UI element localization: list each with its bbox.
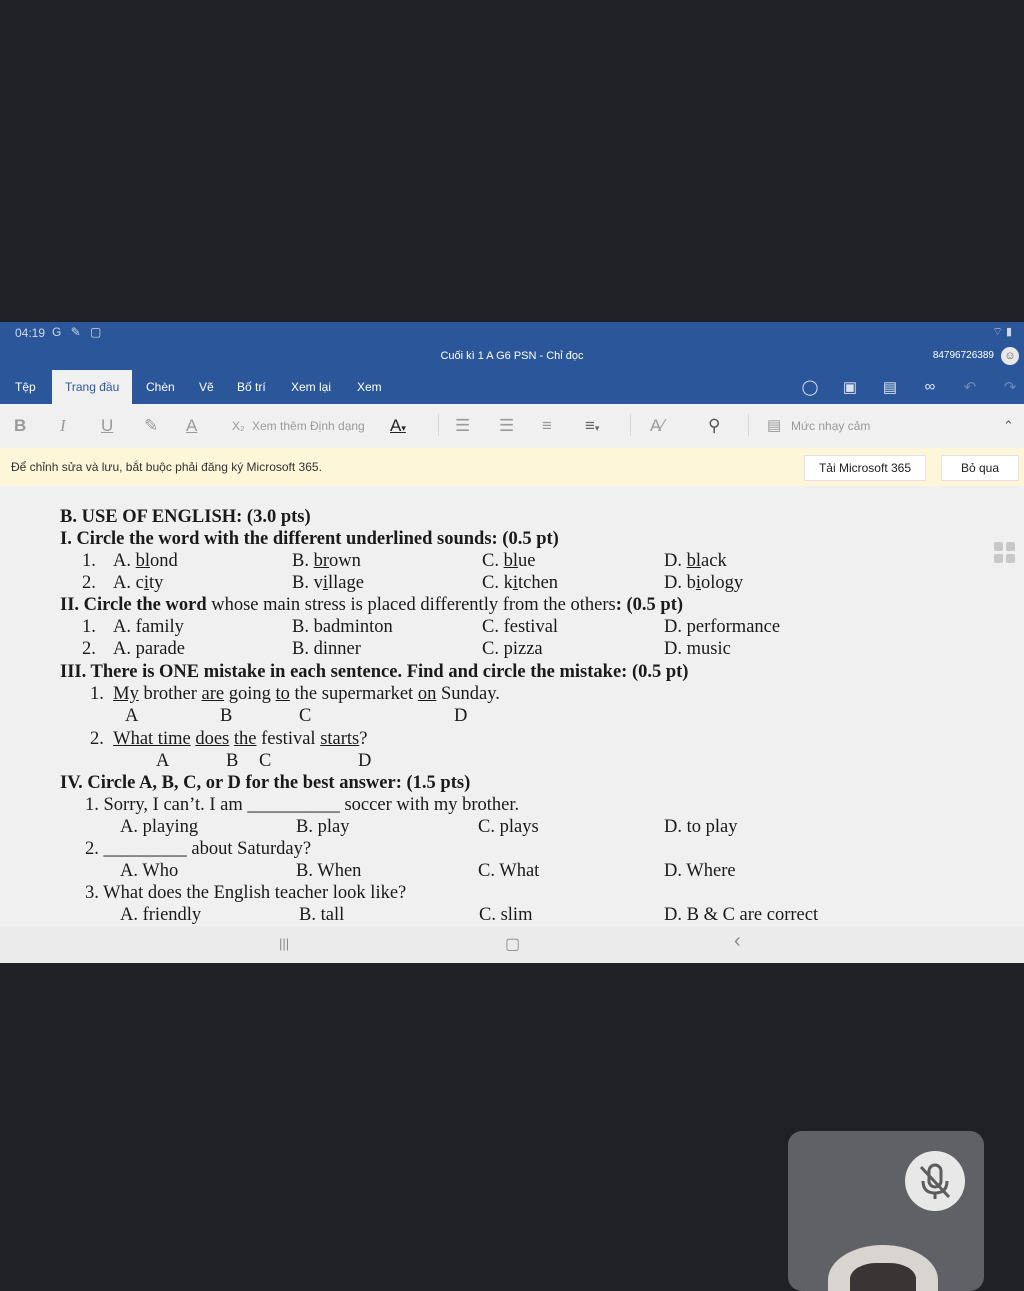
lightbulb-icon[interactable]: ◯ xyxy=(801,379,819,396)
divider xyxy=(438,414,439,436)
choice-letter: D xyxy=(358,751,372,771)
search-icon[interactable]: ⚲ xyxy=(708,416,721,435)
question-stem: 1. Sorry, I can’t. I am __________ soccer with my brother. xyxy=(85,795,520,815)
collapse-ribbon-icon[interactable]: ⌃ xyxy=(1003,418,1014,433)
option-d: D. biology xyxy=(664,573,744,593)
option-d: D. black xyxy=(664,551,727,571)
option-b: B. badminton xyxy=(292,617,393,637)
styles-icon[interactable]: A∕ xyxy=(650,416,665,435)
format-toolbar xyxy=(0,404,1024,449)
ribbon-tabs xyxy=(0,370,1024,404)
option-c: C. plays xyxy=(478,817,539,837)
option-a: A. blond xyxy=(113,551,178,571)
status-icons: G ✎ ▢ xyxy=(52,325,105,339)
question-stem: 3. What does the English teacher look like? xyxy=(85,883,407,903)
more-format-button[interactable]: Xem thêm Định dạng xyxy=(252,419,365,433)
bold-icon[interactable]: B xyxy=(14,416,27,435)
mic-off-icon xyxy=(905,1151,965,1211)
subscript-icon[interactable]: X₂ xyxy=(232,419,245,433)
option-b: B. tall xyxy=(299,905,345,925)
reading-mode-icon[interactable]: ▤ xyxy=(882,379,898,396)
choice-letter: A xyxy=(125,706,139,726)
notice-message: Để chỉnh sửa và lưu, bắt buộc phải đăng ký Microsoft 365. xyxy=(11,460,322,474)
option-b: B. play xyxy=(296,817,350,837)
paragraph-icon[interactable]: ≡▾ xyxy=(585,416,600,435)
sentence: 2. What time does the festival starts? xyxy=(90,729,368,749)
account-number[interactable]: 84796726389 xyxy=(932,350,994,361)
text-color-dropdown-icon[interactable]: A▾ xyxy=(390,416,406,435)
question-heading: IV. Circle A, B, C, or D for the best answer: (1.5 pts) xyxy=(60,773,471,793)
choice-letter: B xyxy=(226,751,239,771)
tab-home[interactable]: Trang đầu xyxy=(52,370,132,404)
tab-insert[interactable]: Chèn xyxy=(146,380,175,394)
italic-icon[interactable]: I xyxy=(60,416,66,435)
divider xyxy=(630,414,631,436)
divider xyxy=(748,414,749,436)
video-call-thumbnail[interactable] xyxy=(788,1131,984,1291)
option-d: D. music xyxy=(664,639,731,659)
option-d: D. performance xyxy=(664,617,781,637)
save-icon[interactable]: ▣ xyxy=(842,379,858,396)
back-button[interactable]: ‹ xyxy=(734,930,741,952)
option-a: A. city xyxy=(113,573,164,593)
recent-apps-button[interactable]: ||| xyxy=(279,936,290,951)
tab-file[interactable]: Tệp xyxy=(15,380,36,394)
option-b: B. village xyxy=(292,573,364,593)
option-a: A. friendly xyxy=(120,905,202,925)
option-c: C. kitchen xyxy=(482,573,559,593)
item-number: 1. xyxy=(82,551,96,571)
redo-icon[interactable]: ↷ xyxy=(1003,379,1017,396)
tab-review[interactable]: Xem lại xyxy=(291,380,332,394)
question-heading: II. Circle the word whose main stress is placed differently from the others: (0.5 pt) xyxy=(60,595,684,615)
sensitivity-button[interactable]: Mức nhạy cảm xyxy=(791,419,871,433)
choice-letter: C xyxy=(259,751,272,771)
choice-letter: B xyxy=(220,706,233,726)
font-color-icon[interactable]: A xyxy=(186,416,198,435)
undo-icon[interactable]: ↶ xyxy=(963,379,977,396)
share-icon[interactable]: ∞ xyxy=(924,378,936,395)
mic-muted-button[interactable] xyxy=(905,1151,965,1211)
option-b: B. brown xyxy=(292,551,361,571)
align-icon[interactable]: ≡ xyxy=(542,416,552,435)
grid-view-icon[interactable] xyxy=(994,542,1016,564)
underline-icon[interactable]: U xyxy=(101,416,114,435)
option-c: C. What xyxy=(478,861,540,881)
option-c: C. slim xyxy=(479,905,533,925)
option-c: C. festival xyxy=(482,617,559,637)
option-b: B. dinner xyxy=(292,639,361,659)
option-d: D. to play xyxy=(664,817,738,837)
subscription-notice xyxy=(0,448,1024,487)
option-c: C. pizza xyxy=(482,639,543,659)
option-b: B. When xyxy=(296,861,362,881)
tab-view[interactable]: Xem xyxy=(357,380,382,394)
highlight-icon[interactable]: ✎ xyxy=(144,416,159,435)
status-time: 04:19 xyxy=(15,326,46,340)
sensitivity-icon[interactable]: ▤ xyxy=(767,417,782,434)
download-microsoft-365-button[interactable]: Tải Microsoft 365 xyxy=(804,455,926,481)
option-a: A. family xyxy=(113,617,184,637)
tab-draw[interactable]: Vẽ xyxy=(199,380,214,394)
sentence: 1. My brother are going to the supermarket on Sunday. xyxy=(90,684,500,704)
item-number: 2. xyxy=(82,573,96,593)
question-heading: I. Circle the word with the different underlined sounds: (0.5 pt) xyxy=(60,529,559,549)
document-title: Cuối kì 1 A G6 PSN - Chỉ đọc xyxy=(440,350,584,362)
option-a: A. Who xyxy=(120,861,179,881)
participant-avatar-detail xyxy=(850,1263,916,1291)
document-content xyxy=(0,486,1024,926)
system-nav-bar xyxy=(0,926,1024,963)
skip-button[interactable]: Bỏ qua xyxy=(941,455,1019,481)
item-number: 2. xyxy=(82,639,96,659)
tab-layout[interactable]: Bố trí xyxy=(237,380,266,394)
option-a: A. playing xyxy=(120,817,199,837)
item-number: 1. xyxy=(82,617,96,637)
choice-letter: A xyxy=(156,751,170,771)
question-stem: 2. _________ about Saturday? xyxy=(85,839,312,859)
question-heading: III. There is ONE mistake in each sentence. Find and circle the mistake: (0.5 pt) xyxy=(60,662,689,682)
avatar-icon[interactable]: ☺ xyxy=(1001,347,1019,365)
option-d: D. Where xyxy=(664,861,736,881)
title-bar xyxy=(0,344,1024,370)
option-a: A. parade xyxy=(113,639,185,659)
section-heading: B. USE OF ENGLISH: (3.0 pts) xyxy=(60,507,311,527)
status-bar xyxy=(0,322,1024,344)
option-d: D. B & C are correct xyxy=(664,905,819,925)
tablet-screen xyxy=(0,322,1024,963)
choice-letter: D xyxy=(454,706,468,726)
home-button[interactable]: ▢ xyxy=(505,936,521,953)
wifi-battery-icon: ⌔ ▮ xyxy=(992,326,1012,338)
choice-letter: C xyxy=(299,706,312,726)
option-c: C. blue xyxy=(482,551,536,571)
bullet-list-icon[interactable]: ☰ xyxy=(455,416,471,435)
numbered-list-icon[interactable]: ☰ xyxy=(499,416,515,435)
